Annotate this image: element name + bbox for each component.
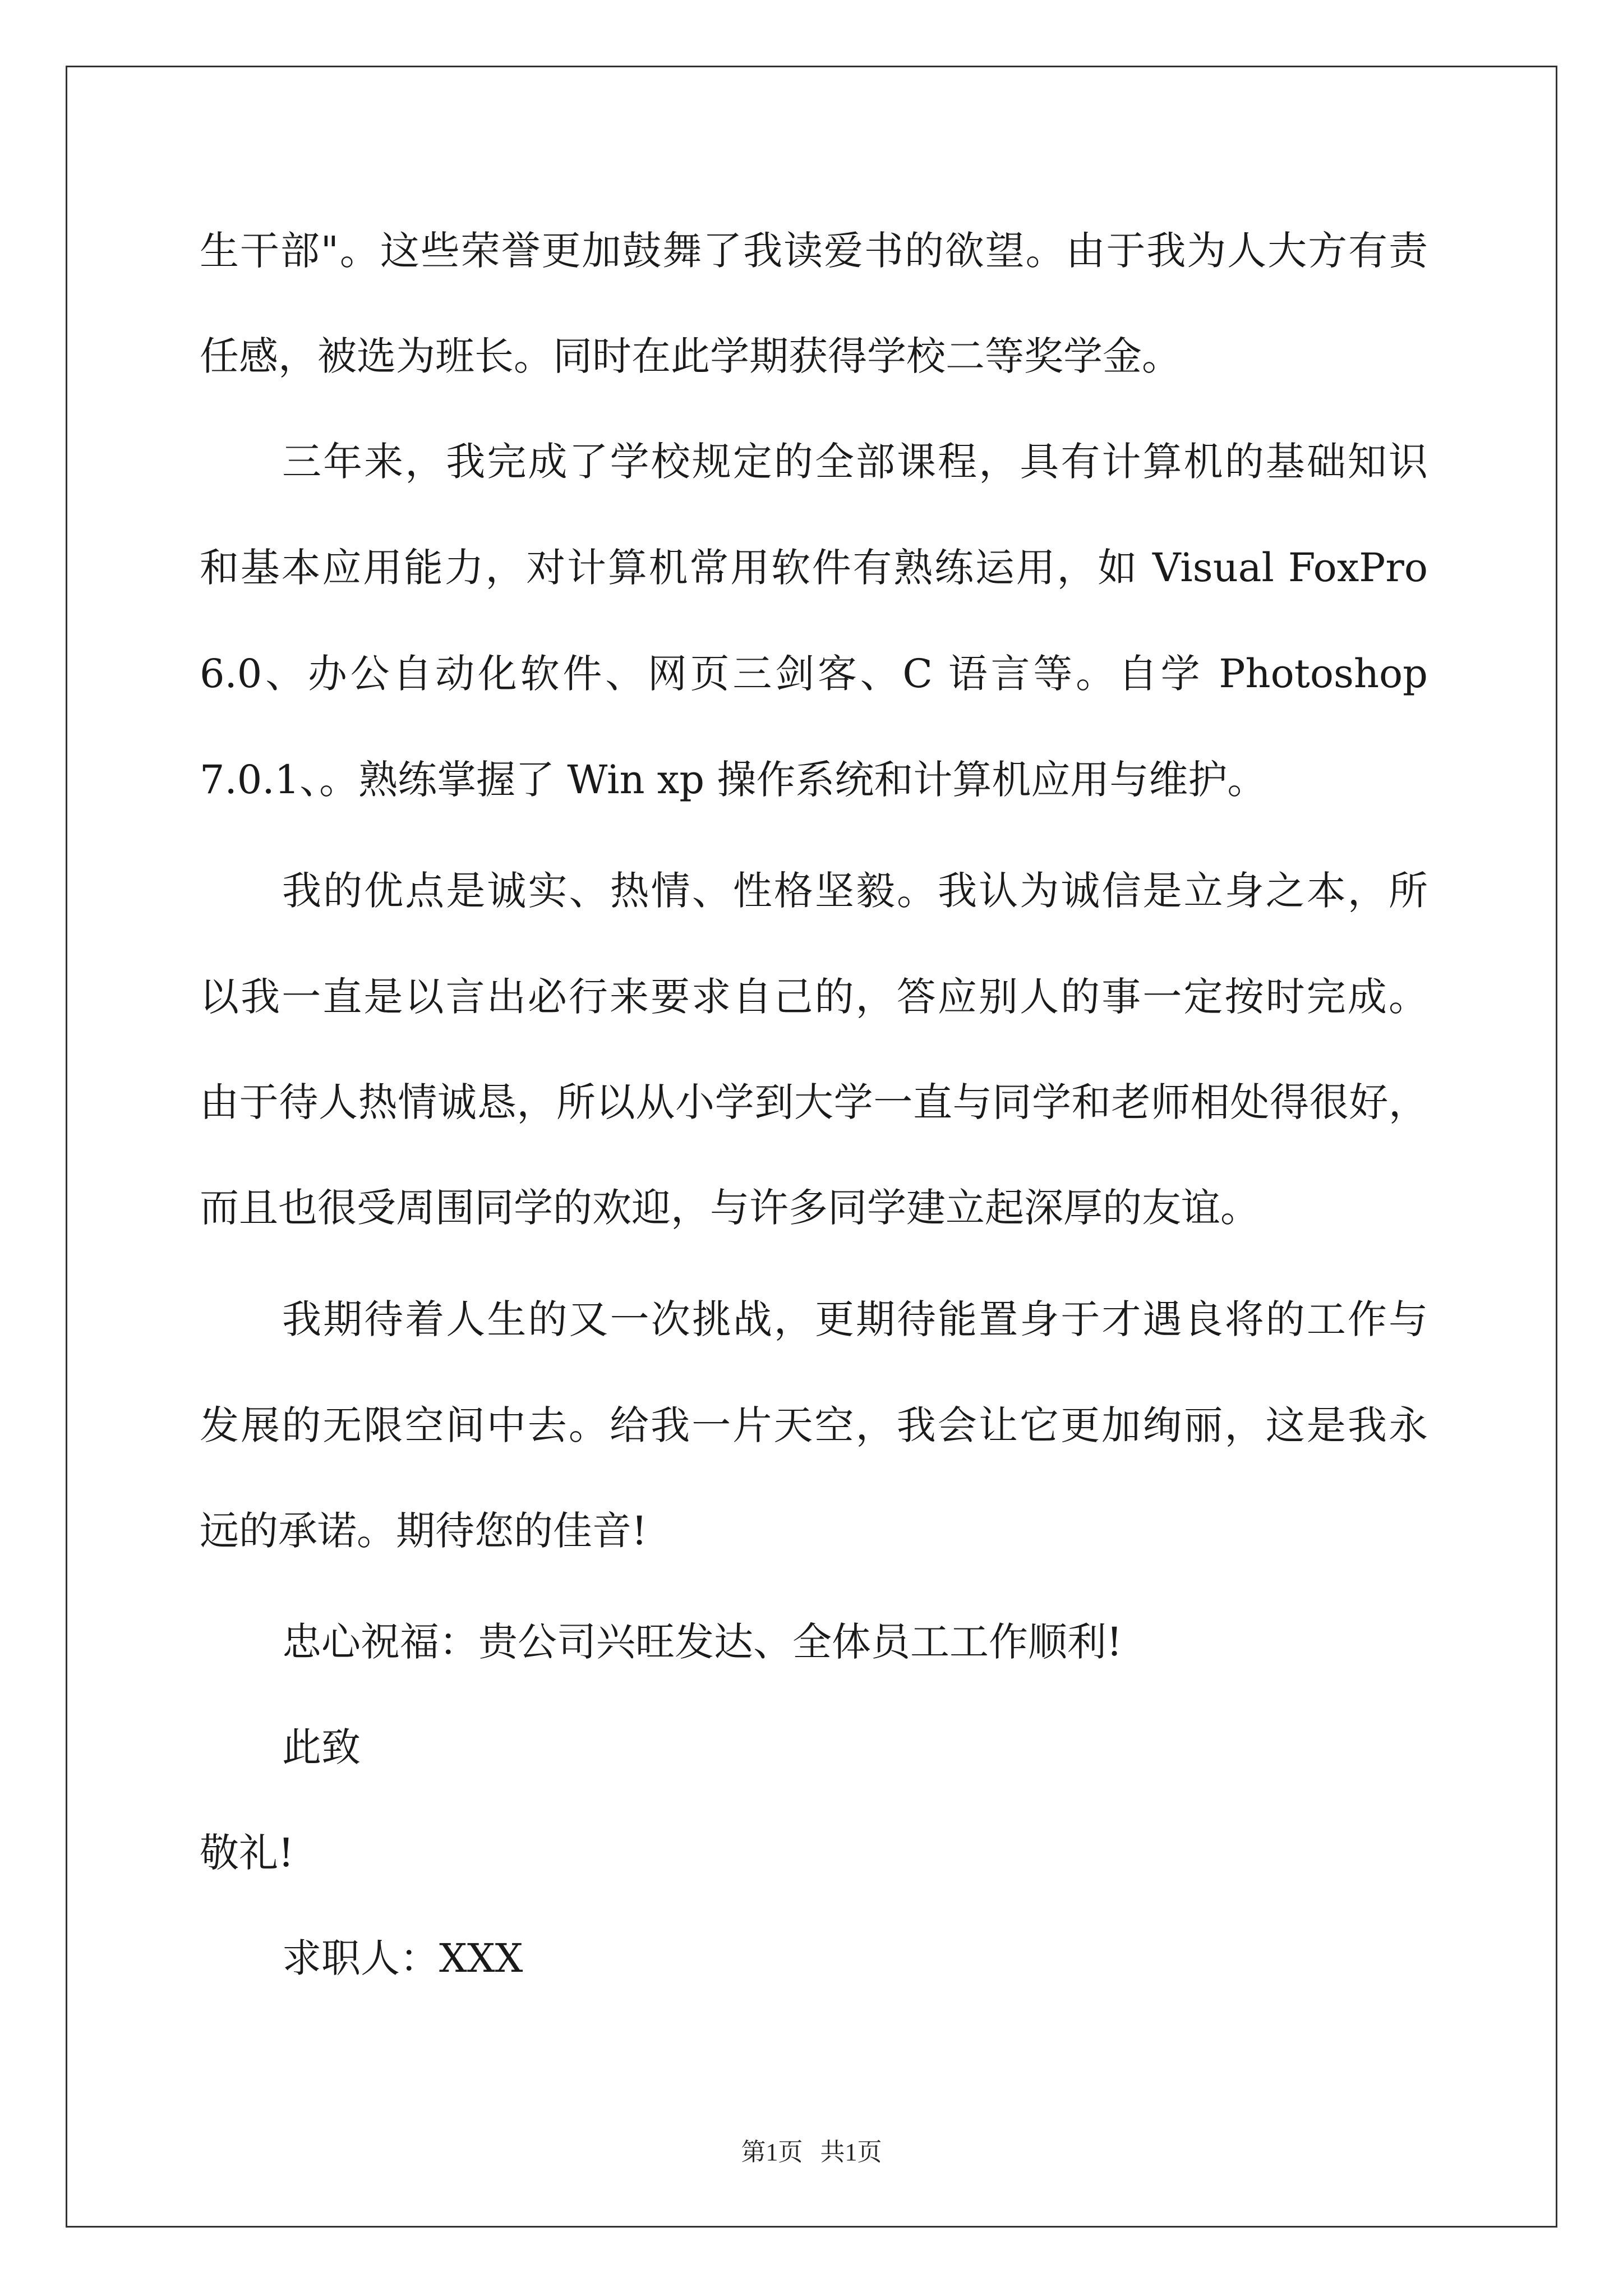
text-line: 敬礼! [200,1830,294,1876]
text-line: 生干部"。这些荣誉更加鼓舞了我读爱书的欲望。由于我为人大方有责 [200,228,1428,274]
text-line: 由于待人热情诚恳，所以从小学到大学一直与同学和老师相处得很好， [200,1079,1428,1125]
text-line: 6.0、办公自动化软件、网页三剑客、C 语言等。自学 Photoshop [200,651,1428,697]
text-line: 发展的无限空间中去。给我一片天空，我会让它更加绚丽，这是我永 [200,1402,1428,1448]
text-line: 此致 [282,1724,361,1770]
text-line: 7.0.1、。熟练掌握了 Win xp 操作系统和计算机应用与维护。 [200,757,1267,803]
text-line: 忠心祝福：贵公司兴旺发达、全体员工工作顺利! [282,1619,1123,1665]
text-line: 我的优点是诚实、热情、性格坚毅。我认为诚信是立身之本，所 [282,868,1428,914]
text-line: 远的承诺。期待您的佳音! [200,1508,648,1554]
page-footer: 第1页 共1页 [741,2138,882,2166]
text-line: 以我一直是以言出必行来要求自己的，答应别人的事一定按时完成。 [200,974,1428,1020]
text-line: 三年来，我完成了学校规定的全部课程，具有计算机的基础知识 [282,439,1428,485]
text-line: 和基本应用能力，对计算机常用软件有熟练运用，如 Visual FoxPro [200,545,1428,591]
text-line: 而且也很受周围同学的欢迎，与许多同学建立起深厚的友谊。 [200,1185,1260,1231]
text-line: 求职人：XXX [282,1935,523,1981]
page-border [66,66,1557,2228]
text-line: 任感，被选为班长。同时在此学期获得学校二等奖学金。 [200,333,1181,379]
text-line: 我期待着人生的又一次挑战，更期待能置身于才遇良将的工作与 [282,1296,1428,1342]
